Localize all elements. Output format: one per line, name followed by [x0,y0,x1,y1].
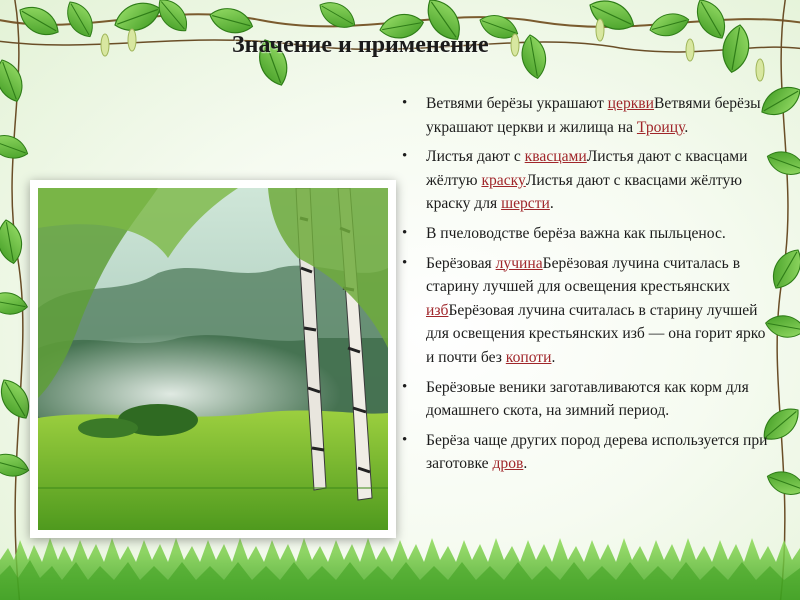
hyperlink[interactable]: Троицу [636,118,685,136]
birch-forest-photo [38,188,388,530]
bullet-text: Листья дают с [426,148,525,166]
bullet-dot-icon: • [402,378,408,395]
hyperlink[interactable]: дров [492,455,524,473]
bullet-text: Листья дают с квасцами жёлтую [426,148,748,189]
bullet-item [400,376,772,423]
bullet-text: . [684,118,689,136]
bullet-list [400,92,772,482]
bullet-item [400,222,772,246]
bullet-text: . [523,455,528,473]
hyperlink[interactable]: шерсти [501,195,550,213]
bullet-text: В пчеловодстве берёза важна как пыльценос. [426,224,726,242]
bullet-dot-icon: • [402,148,408,165]
bullet-text: Берёзовая [426,254,496,272]
bullet-text: Берёзовая лучина считалась в старину лучшей для освещения крестьянских изб — она горит ярко и почти без [426,301,766,366]
bullet-text: Ветвями берёзы украшают церкви и жилища на [426,95,761,136]
hyperlink[interactable]: церкви [607,95,655,112]
bullet-text: . [549,195,554,213]
bullet-text: . [551,348,556,366]
bullet-dot-icon: • [402,95,408,111]
bullet-dot-icon: • [402,224,408,241]
bullet-dot-icon: • [402,254,408,271]
bullet-dot-icon: • [402,431,408,448]
bullet-item [400,145,772,216]
photo-frame [30,180,396,538]
hyperlink[interactable]: краску [481,171,526,189]
slide-title: Значение и применение [232,32,489,58]
bullet-text: Берёза чаще других пород дерева используется при заготовке [426,431,768,473]
hyperlink[interactable]: копоти [505,348,552,366]
hyperlink[interactable]: изб [426,301,449,319]
hyperlink[interactable]: квасцами [524,148,587,166]
bullet-text: Ветвями берёзы украшают [426,95,608,112]
bullet-item [400,92,772,139]
bullet-text: Берёзовые веники заготавливаются как корм для домашнего скота, на зимний период. [426,378,749,420]
bullet-text: Берёзовая лучина считалась в старину лучшей для освещения крестьянских [426,254,741,296]
bullet-item [400,252,772,370]
bullet-item [400,429,772,476]
bullet-text: Листья дают с квасцами жёлтую краску для [426,171,742,213]
hyperlink[interactable]: лучина [495,254,543,272]
